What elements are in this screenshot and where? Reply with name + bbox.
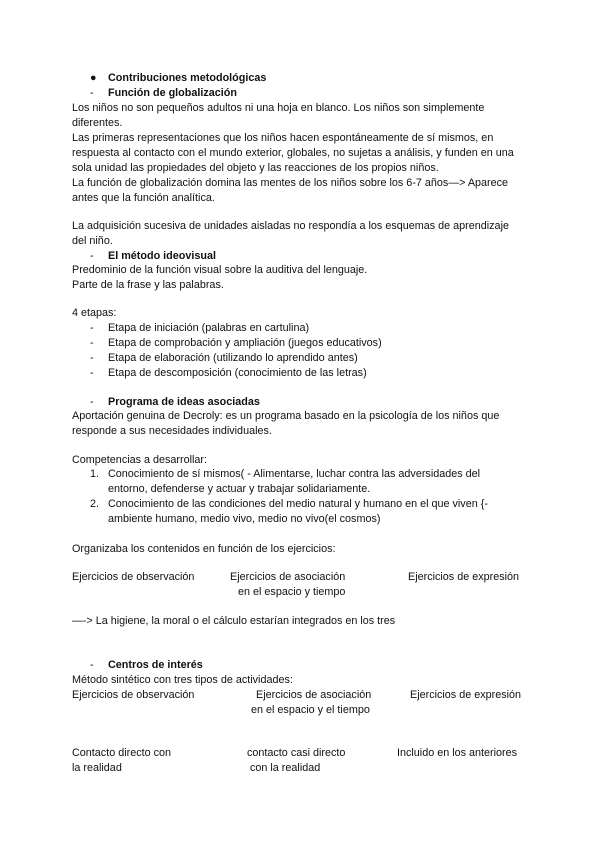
subheading-programa-ideas: Programa de ideas asociadas (108, 396, 260, 408)
subheading-metodo-ideovisual: El método ideovisual (108, 250, 216, 262)
list-number: 1. (90, 468, 100, 480)
dash-marker: - (90, 337, 94, 349)
paragraph-line: Los niños no son pequeños adultos ni una hoja en blanco. Los niños son simplemente (72, 102, 485, 114)
list-item-stage: Etapa de iniciación (palabras en cartulina) (108, 322, 310, 334)
paragraph-line: sola unidad las propiedades del objeto y las reacciones de los propios niños. (72, 162, 439, 174)
ejercicio-expresion: Ejercicios de expresión (410, 689, 522, 701)
ejercicio-observacion: Ejercicios de observación (72, 689, 195, 701)
ejercicio-asociacion: en el espacio y tiempo (238, 586, 346, 598)
paragraph-line: La adquisición sucesiva de unidades aisladas no respondía a los esquemas de aprendizaje (72, 220, 509, 232)
dash-marker: - (90, 396, 94, 408)
dash-marker: - (90, 352, 94, 364)
list-item-competencia: Conocimiento de las condiciones del medio natural y humano en el que viven {- (108, 498, 488, 510)
list-number: 2. (90, 498, 100, 510)
nota-integracion: —-> La higiene, la moral o el cálculo estarían integrados en los tres (72, 615, 396, 627)
dash-marker: - (90, 659, 94, 671)
ejercicio-asociacion: Ejercicios de asociación (256, 689, 372, 701)
dash-marker: - (90, 87, 94, 99)
dash-marker: - (90, 322, 94, 334)
contacto-casi-directo: con la realidad (250, 762, 321, 774)
ejercicio-expresion: Ejercicios de expresión (408, 571, 520, 583)
paragraph-line: Parte de la frase y las palabras. (72, 279, 224, 291)
stages-label: 4 etapas: (72, 307, 117, 319)
paragraph-line: responde a sus necesidades individuales. (72, 425, 272, 437)
list-item-competencia: entorno, defenderse y actuar y trabajar solidariamente. (108, 483, 371, 495)
dash-marker: - (90, 367, 94, 379)
paragraph-line: Método sintético con tres tipos de actividades: (72, 674, 293, 686)
paragraph-line: Aportación genuina de Decroly: es un programa basado en la psicología de los niños que (72, 410, 500, 422)
contacto-directo: la realidad (72, 762, 122, 774)
paragraph-line: antes que la función analítica. (72, 192, 215, 204)
ejercicio-asociacion: en el espacio y el tiempo (251, 704, 370, 716)
paragraph-line: Predominio de la función visual sobre la auditiva del lenguaje. (72, 264, 368, 276)
paragraph-line: Organizaba los contenidos en función de los ejercicios: (72, 543, 336, 555)
subheading-centros-interes: Centros de interés (108, 659, 203, 671)
section-heading-contribuciones: Contribuciones metodológicas (108, 72, 267, 84)
bullet-marker: ● (90, 72, 97, 84)
list-item-stage: Etapa de elaboración (utilizando lo aprendido antes) (108, 352, 358, 364)
ejercicio-observacion: Ejercicios de observación (72, 571, 195, 583)
paragraph-line: respuesta al contacto con el mundo exterior, globales, no sujetas a análisis, y funden en una (72, 147, 514, 159)
list-item-stage: Etapa de descomposición (conocimiento de las letras) (108, 367, 367, 379)
contacto-incluido: Incluido en los anteriores (397, 747, 518, 759)
competencias-label: Competencias a desarrollar: (72, 454, 208, 466)
list-item-competencia: ambiente humano, medio vivo, medio no vivo(el cosmos) (108, 513, 381, 525)
subheading-globalizacion: Función de globalización (108, 87, 237, 99)
paragraph-line: La función de globalización domina las mentes de los niños sobre los 6-7 años—> Aparece (72, 177, 509, 189)
paragraph-line: diferentes. (72, 117, 123, 129)
dash-marker: - (90, 250, 94, 262)
paragraph-line: del niño. (72, 235, 113, 247)
paragraph-line: Las primeras representaciones que los niños hacen espontáneamente de sí mismos, en (72, 132, 494, 144)
contacto-directo: Contacto directo con (72, 747, 172, 759)
list-item-stage: Etapa de comprobación y ampliación (juegos educativos) (108, 337, 382, 349)
ejercicio-asociacion: Ejercicios de asociación (230, 571, 346, 583)
contacto-casi-directo: contacto casi directo (247, 747, 346, 759)
list-item-competencia: Conocimiento de sí mismos( - Alimentarse, luchar contra las adversidades del (108, 468, 481, 480)
